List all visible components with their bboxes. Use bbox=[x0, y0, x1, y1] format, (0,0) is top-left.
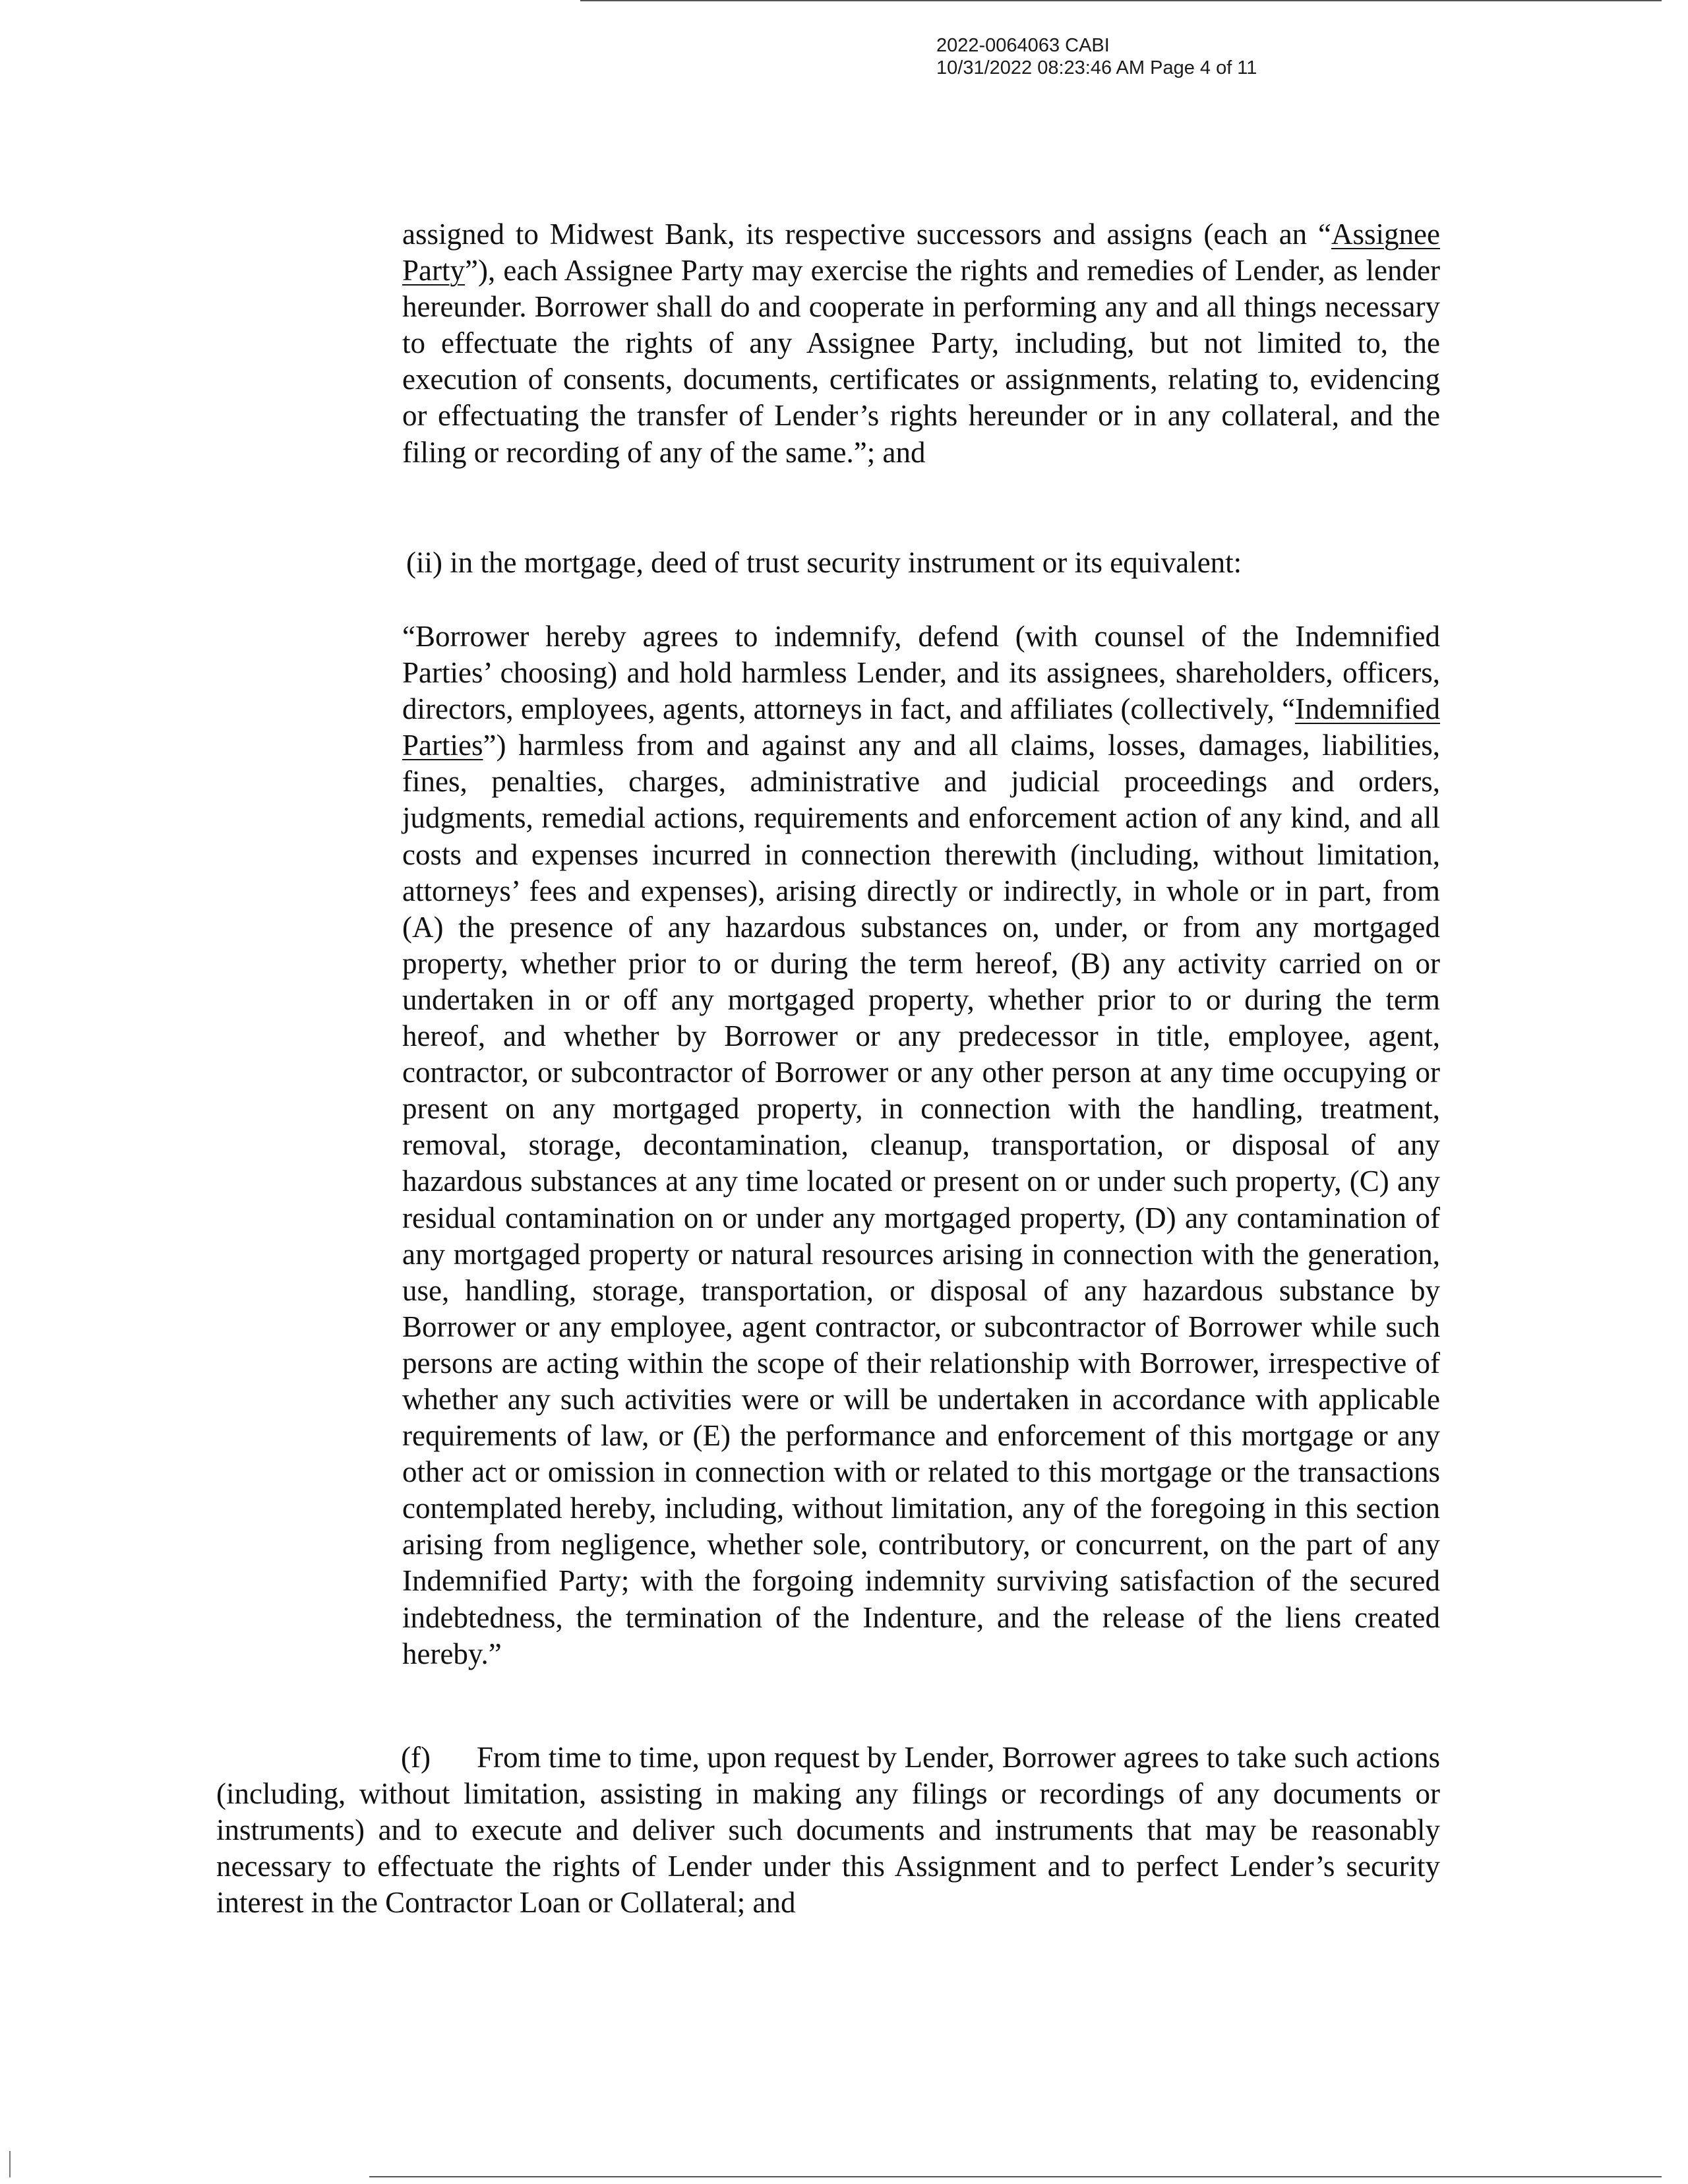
paragraph-f-label: (f) bbox=[401, 1741, 431, 1774]
paragraph-f bbox=[216, 1740, 1440, 1921]
assignee-party-term: Assignee Party bbox=[402, 218, 1440, 288]
indemnity-text-after: ”) harmless from and against any and all claims, losses, damages, liabilities, fines, penalties, charges, administrative and judicial proceedings and orders, judgments, remedial actions, requirements and enforcement action of any kind, and all costs and expenses incurred in connection therewith (including, without limitation, attorneys’ fees and expenses), arising directly or indirectly, in whole or in part, from (A) the presence of any hazardous substances on, under, or from any mortgaged property, whether prior to or during the term hereof, (B) any activity carried on or undertaken in or off any mortgaged property, whether prior to or during the term hereof, and whether by Borrower or any predecessor in title, employee, agent, contractor, or subcontractor of Borrower or any other person at any time occupying or present on any mortgaged property, in connection with the handling, treatment, removal, storage, decontamination, cleanup, transportation, or disposal of any hazardous substances at any time located or present on or under such property, (C) any residual contamination on or under any mortgaged property, (D) any contamination of any mortgaged property or natural resources arising in connection with the generation, use, handling, storage, transportation, or disposal of any hazardous substance by Borrower or any employee, agent contractor, or subcontractor of Borrower while such persons are acting within the scope of their relationship with Borrower, irrespective of whether any such activities were or will be undertaken in accordance with applicable requirements of law, or (E) the performance and enforcement of this mortgage or any other act or omission in connection with or related to this mortgage or the transactions contemplated hereby, including, without limitation, any of the foregoing in this section arising from negligence, whether sole, contributory, or concurrent, on the part of any Indemnified Party; with the forgoing indemnity surviving satisfaction of the secured indebtedness, the termination of the Indenture, and the release of the liens created hereby.” bbox=[402, 729, 1440, 1670]
recording-stamp bbox=[936, 34, 1257, 79]
indemnified-parties-term: Indemnified Parties bbox=[402, 692, 1440, 762]
continuation-paragraph bbox=[402, 216, 1440, 471]
indemnity-clause bbox=[402, 619, 1440, 1672]
record-id: 2022-0064063 CABI bbox=[936, 35, 1110, 56]
subsection-ii-heading: (ii) in the mortgage, deed of trust security instrument or its equivalent: bbox=[406, 546, 1242, 579]
indemnity-text-before: “Borrower hereby agrees to indemnify, defend (with counsel of the Indemnified Parties’ choosing) and hold harmless Lender, and its assignees, shareholders, officers, directors, employees, agents, attorneys in fact, and affiliates (collectively, “ bbox=[402, 620, 1440, 726]
paragraph-f-text: From time to time, upon request by Lender, Borrower agrees to take such actions (including, without limitation, assisting in making any filings or recordings of any documents or instruments) and to execute and deliver such documents and instruments that may be reasonably necessary to effectuate the rights of Lender under this Assignment and to perfect Lender’s security interest in the Contractor Loan or Collateral; and bbox=[216, 1741, 1440, 1920]
bottom-scan-line bbox=[369, 2176, 1662, 2177]
top-scan-line bbox=[580, 0, 1662, 1]
continuation-text-before: assigned to Midwest Bank, its respective successors and assigns (each an “ bbox=[402, 218, 1332, 251]
record-timestamp-page: 10/31/2022 08:23:46 AM Page 4 of 11 bbox=[936, 57, 1257, 78]
continuation-text-after: ”), each Assignee Party may exercise the rights and remedies of Lender, as lender hereunder. Borrower shall do and cooperate in performing any and all things necessary to effectuate the rights of any Assignee Party, including, but not limited to, the execution of consents, documents, certificates or assignments, relating to, evidencing or effectuating the transfer of Lender’s rights hereunder or in any collateral, and the filing or recording of any of the same.”; and bbox=[402, 254, 1440, 469]
left-edge-mark bbox=[9, 2151, 11, 2177]
